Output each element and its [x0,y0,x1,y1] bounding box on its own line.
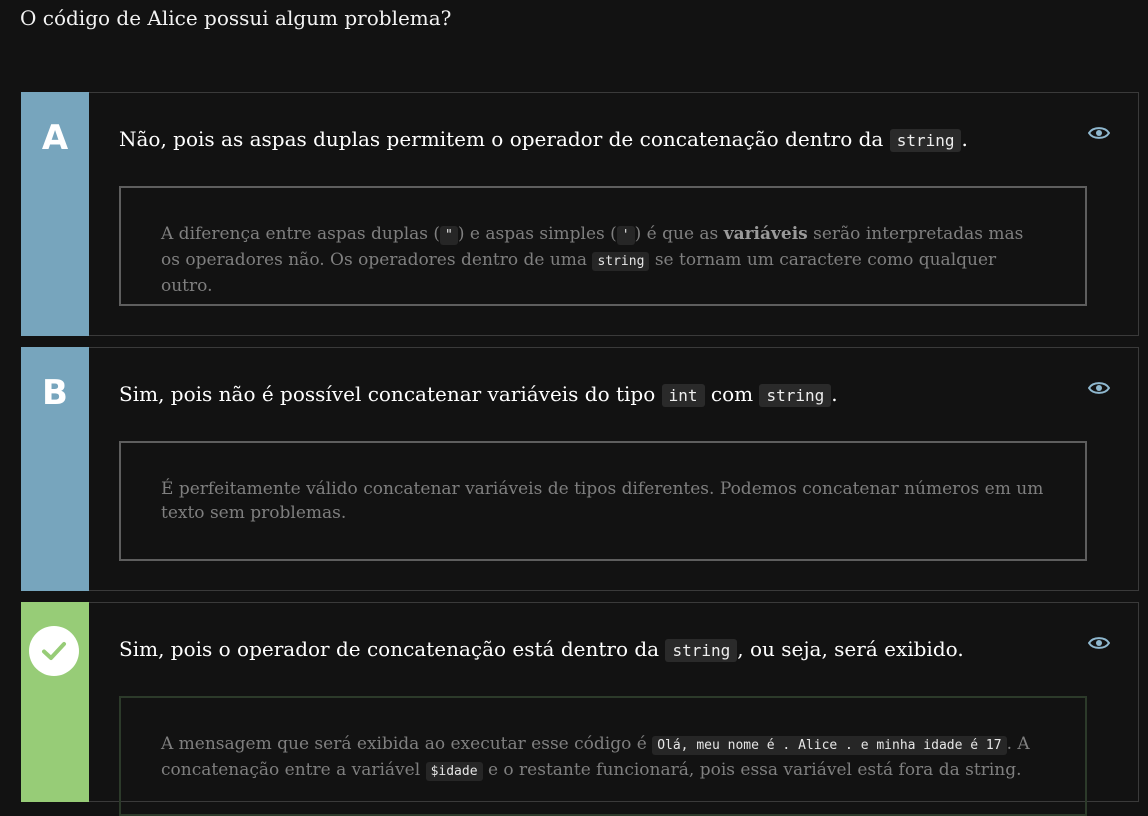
option-a-stripe [21,92,89,336]
option-b[interactable] [21,347,1139,591]
check-icon [41,638,67,664]
option-a-answer: Não, pois as aspas duplas permitem o operador de concatenação dentro da string . [119,127,968,151]
option-b-answer: Sim, pois não é possível concatenar variáveis do tipo int com string . [119,382,838,406]
inline-code: int [662,384,705,407]
option-c-stripe [21,602,89,802]
option-c[interactable] [21,602,1139,802]
inline-code: string [890,129,962,152]
eye-icon[interactable] [1088,125,1110,141]
option-a-letter: A [41,118,69,158]
inline-code: string [759,384,831,407]
option-c-answer: Sim, pois o operador de concatenação está dentro da string , ou seja, será exibido. [119,637,964,661]
option-a-explanation: A diferença entre aspas duplas ( " ) e aspas simples ( ' ) é que as variáveis serão interpretadas mas os operadores não. Os operadores dentro de uma string se tornam um caractere como qualquer outro. [119,186,1087,306]
question-title: O código de Alice possui algum problema? [20,6,452,30]
option-c-explanation: A mensagem que será exibida ao executar esse código é Olá, meu nome é . Alice . e minha idade é 17 . A concatenação entre a variável $idade e o restante funcionará, pois essa variável está fora da string. [119,696,1087,816]
option-a[interactable] [21,92,1139,336]
eye-icon[interactable] [1088,380,1110,396]
option-b-stripe [21,347,89,591]
inline-code: string [665,639,737,662]
option-b-letter: B [42,373,68,413]
option-b-explanation: É perfeitamente válido concatenar variáveis de tipos diferentes. Podemos concatenar números em um texto sem problemas. [119,441,1087,561]
eye-icon[interactable] [1088,635,1110,651]
correct-badge [29,626,79,676]
